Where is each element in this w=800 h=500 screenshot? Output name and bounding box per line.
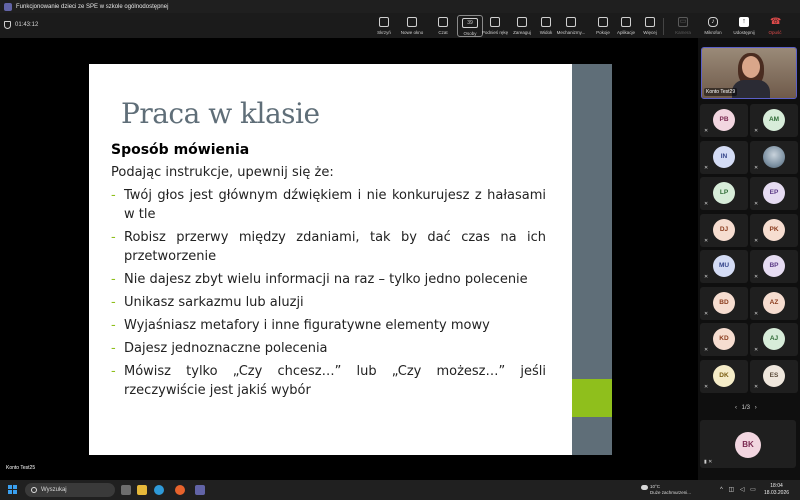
avatar: AM [763, 109, 785, 131]
apps-icon [566, 17, 576, 27]
avatar: EP [763, 182, 785, 204]
bullet-dash: - [111, 341, 116, 356]
participant-tile[interactable] [700, 287, 748, 320]
toolbar-button-1[interactable]: Nowe okno [399, 15, 425, 37]
teams-taskbar-icon[interactable] [195, 485, 205, 495]
system-tray[interactable] [720, 486, 758, 493]
toolbar-button-0[interactable]: Skrzyń [371, 15, 397, 37]
people-icon: 39 [462, 18, 478, 28]
taskbar-clock[interactable]: 18:04 18.03.2026 [764, 483, 790, 496]
bullet-dash: - [111, 188, 116, 203]
participant-tile[interactable] [750, 323, 798, 356]
timer-text: 01:43:12 [15, 22, 39, 28]
teams-app-icon [4, 3, 12, 11]
share-button[interactable]: ↑ Udostępnij [733, 18, 755, 35]
window-titlebar [0, 0, 800, 13]
new-window-icon [407, 17, 417, 27]
camera-button[interactable]: ▭ Kamera [675, 18, 691, 35]
shield-icon [4, 21, 11, 29]
avatar: AJ [763, 328, 785, 350]
cloud-icon [641, 485, 648, 490]
add-apps-icon [621, 17, 631, 27]
slide-bullet: - Twój głos jest głównym dźwiękiem i nie konkurujesz z hałasami w tle [111, 188, 546, 222]
avatar: ES [763, 365, 785, 387]
mic-button[interactable]: ♪ Mikrofon [704, 18, 722, 35]
react-icon [517, 17, 527, 27]
camera-off-icon: ▭ [679, 18, 687, 25]
mic-muted-icon: ✕ [754, 274, 759, 280]
mic-muted-icon: ✕ [754, 237, 759, 244]
toolbar-button-5[interactable]: Zareaguj [509, 15, 535, 37]
self-view-name: Konto Test29 [706, 89, 736, 95]
slide-bullet: - Nie dajesz zbyt wielu informacji na raz – tylko jedno polecenie [111, 272, 528, 287]
avatar: BD [713, 292, 735, 314]
avatar: BP [763, 255, 785, 277]
mic-muted-icon: ✕ [704, 274, 709, 280]
phone-hangup-icon: ☎ [770, 16, 782, 26]
avatar: AZ [763, 292, 785, 314]
slide-title: Praca w klasie [121, 97, 320, 130]
weather-widget[interactable]: 10°C Duże zachmurzeni... [650, 484, 691, 496]
share-icon: ↑ [739, 17, 749, 27]
edge-icon[interactable] [154, 485, 164, 495]
chat-icon [438, 17, 448, 27]
bullet-dash: - [111, 272, 116, 287]
chevron-up-icon[interactable]: ^ [720, 487, 725, 493]
slide-bullet: - Dajesz jednoznaczne polecenia [111, 341, 328, 356]
toolbar-button-2[interactable]: Czat [430, 15, 456, 37]
self-face [742, 56, 760, 78]
participant-tile[interactable] [700, 104, 748, 137]
search-placeholder: Wyszukaj [41, 487, 67, 493]
presenter-name: Konto Test25 [6, 465, 36, 471]
slide-bullet: - Unikasz sarkazmu lub aluzji [111, 295, 304, 310]
rooms-icon [598, 17, 608, 27]
raise-hand-icon [490, 17, 500, 27]
slide-subtitle: Sposób mówienia [111, 142, 250, 158]
slide-bullet: - Wyjaśniasz metafory i inne figuratywne elementy mowy [111, 318, 490, 333]
avatar: LP [713, 182, 735, 204]
avatar: IN [713, 146, 735, 168]
participant-tile[interactable] [700, 177, 748, 210]
participant-tile[interactable] [750, 141, 798, 174]
participant-tile[interactable] [750, 104, 798, 137]
bullet-dash: - [111, 318, 116, 333]
presentation-slide [89, 64, 612, 455]
mic-muted-icon: ✕ [754, 128, 759, 134]
participant-tile[interactable] [750, 250, 798, 283]
mic-muted-icon: ✕ [704, 201, 709, 207]
toolbar-button-6[interactable]: Widok [533, 15, 559, 37]
bullet-dash: - [111, 230, 116, 245]
self-view-tile[interactable] [701, 47, 797, 99]
view-icon [541, 17, 551, 27]
network-icon[interactable]: ◫ [728, 487, 737, 493]
mic-muted-icon: ✕ [704, 347, 709, 353]
windows-taskbar [0, 480, 800, 500]
bullet-dash: - [111, 295, 116, 310]
shared-content-stage [0, 38, 698, 471]
mic-muted-icon: ✕ [754, 310, 759, 317]
pager-prev-icon[interactable]: ‹ [735, 405, 737, 411]
toolbar-button-8[interactable]: Pokoje [590, 15, 616, 37]
participant-photo [763, 146, 785, 168]
meeting-toolbar [0, 13, 800, 38]
avatar: PK [763, 219, 785, 241]
leave-button[interactable]: ☎ Opuść [768, 16, 782, 35]
avatar: PB [713, 109, 735, 131]
mic-muted-icon: ✕ [754, 383, 759, 390]
battery-icon[interactable]: ▭ [750, 487, 758, 493]
participant-tile[interactable] [750, 360, 798, 393]
slide-bullet-list [111, 186, 546, 404]
windows-start-icon[interactable] [8, 485, 17, 494]
avatar: BK [735, 432, 761, 458]
slide-bullet: - Mówisz tylko „Czy chcesz…” lub „Czy możesz…” jeśli rzeczywiście jest jakiś wybór [111, 364, 546, 398]
pager-next-icon[interactable]: › [754, 405, 757, 411]
featured-participant-tile[interactable] [700, 420, 796, 468]
participant-tile[interactable] [700, 214, 748, 247]
avatar: MU [713, 255, 735, 277]
participant-tile[interactable] [700, 250, 748, 283]
participant-pager[interactable] [735, 405, 757, 411]
avatar: KD [713, 328, 735, 350]
participant-tile[interactable] [750, 177, 798, 210]
window-title: Funkcjonowanie dzieci ze SPE w szkole ogólnodostępnej [16, 3, 169, 10]
pager-text: 1/3 [741, 405, 751, 411]
mic-muted-icon: ✕ [704, 383, 709, 390]
toolbar-button-4[interactable]: Podnieś rękę [482, 15, 508, 37]
participant-tile[interactable] [750, 287, 798, 320]
mic-muted-icon: ✕ [754, 164, 759, 171]
mic-muted-icon: ✕ [754, 201, 759, 207]
slide-lead: Podając instrukcje, upewnij się że: [111, 165, 334, 180]
share-tray-icon [379, 17, 389, 27]
toolbar-button-3[interactable]: 39 Osoby [457, 15, 483, 37]
bullet-dash: - [111, 364, 116, 379]
participant-tile[interactable] [750, 214, 798, 247]
toolbar-button-10[interactable]: Więcej [637, 15, 663, 37]
meeting-timer [4, 21, 38, 29]
mic-muted-icon: ▮ ✕ [704, 459, 713, 465]
task-view-icon[interactable] [121, 485, 131, 495]
toolbar-button-7[interactable]: Mechanizmy... [558, 15, 584, 37]
volume-icon[interactable]: ◁ [739, 487, 747, 493]
mic-muted-icon: ✕ [754, 347, 759, 353]
firefox-icon[interactable] [175, 485, 185, 495]
mic-muted-icon: ✕ [704, 128, 709, 134]
slide-bullet: - Robisz przerwy między zdaniami, tak by dać czas na ich przetworzenie [111, 230, 546, 264]
avatar: DJ [713, 219, 735, 241]
slide-accent-block [572, 379, 612, 417]
microphone-icon: ♪ [708, 17, 718, 27]
participant-tile[interactable] [700, 323, 748, 356]
toolbar-divider [663, 18, 664, 35]
search-icon [31, 487, 37, 493]
taskbar-search[interactable] [25, 483, 115, 497]
toolbar-button-9[interactable]: Aplikacje [613, 15, 639, 37]
more-icon [645, 17, 655, 27]
participant-tile[interactable] [700, 141, 748, 174]
file-explorer-icon[interactable] [137, 485, 147, 495]
participant-tile[interactable] [700, 360, 748, 393]
mic-muted-icon: ✕ [704, 237, 709, 244]
avatar: DK [713, 365, 735, 387]
mic-muted-icon: ✕ [704, 310, 709, 317]
mic-muted-icon: ✕ [704, 164, 709, 171]
